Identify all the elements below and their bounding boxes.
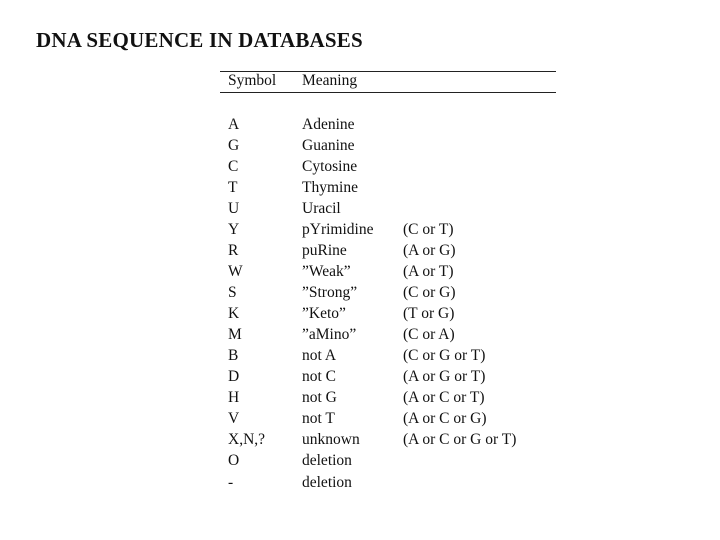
row-note: (A or C or T) [403, 389, 485, 406]
row-meaning: not C [302, 368, 337, 385]
row-note: (T or G) [403, 305, 455, 322]
row-symbol: S [228, 284, 237, 301]
row-symbol: V [228, 410, 240, 427]
row-note: (C or A) [403, 326, 455, 343]
row-symbol: H [228, 389, 240, 406]
row-meaning: deletion [302, 474, 352, 491]
row-note: (A or C or G or T) [403, 431, 517, 448]
row-meaning: not A [302, 347, 337, 364]
row-meaning: Cytosine [302, 158, 358, 175]
row-note: (C or G or T) [403, 347, 486, 364]
row-symbol: C [228, 158, 239, 175]
table-header-rule [220, 92, 556, 93]
row-symbol: Y [228, 221, 240, 238]
row-note: (A or T) [403, 263, 454, 280]
row-symbol: B [228, 347, 239, 364]
row-meaning: Adenine [302, 116, 355, 133]
row-symbol: O [228, 452, 240, 469]
row-meaning: unknown [302, 431, 360, 448]
header-symbol: Symbol [228, 72, 277, 89]
row-symbol: X,N,? [228, 431, 266, 448]
row-symbol: K [228, 305, 240, 322]
row-symbol: M [228, 326, 242, 343]
row-meaning: deletion [302, 452, 352, 469]
row-meaning: Guanine [302, 137, 355, 154]
row-symbol: T [228, 179, 238, 196]
page-title: DNA SEQUENCE IN DATABASES [36, 28, 363, 52]
row-meaning: puRine [302, 242, 347, 259]
row-meaning: not T [302, 410, 335, 427]
row-note: (C or T) [403, 221, 454, 238]
row-meaning: pYrimidine [302, 221, 374, 238]
row-symbol: A [228, 116, 240, 133]
row-symbol: R [228, 242, 239, 259]
row-meaning: ”Keto” [302, 305, 346, 322]
row-meaning: not G [302, 389, 337, 406]
row-symbol: G [228, 137, 240, 154]
row-meaning: ”aMino” [302, 326, 357, 343]
row-note: (C or G) [403, 284, 456, 301]
row-note: (A or C or G) [403, 410, 487, 427]
header-meaning: Meaning [302, 72, 358, 89]
row-meaning: ”Strong” [302, 284, 358, 301]
row-symbol: - [228, 474, 234, 491]
row-note: (A or G or T) [403, 368, 486, 385]
row-symbol: U [228, 200, 240, 217]
row-meaning: Thymine [302, 179, 358, 196]
row-symbol: W [228, 263, 243, 280]
row-meaning: Uracil [302, 200, 341, 217]
row-note: (A or G) [403, 242, 456, 259]
row-meaning: ”Weak” [302, 263, 351, 280]
row-symbol: D [228, 368, 240, 385]
